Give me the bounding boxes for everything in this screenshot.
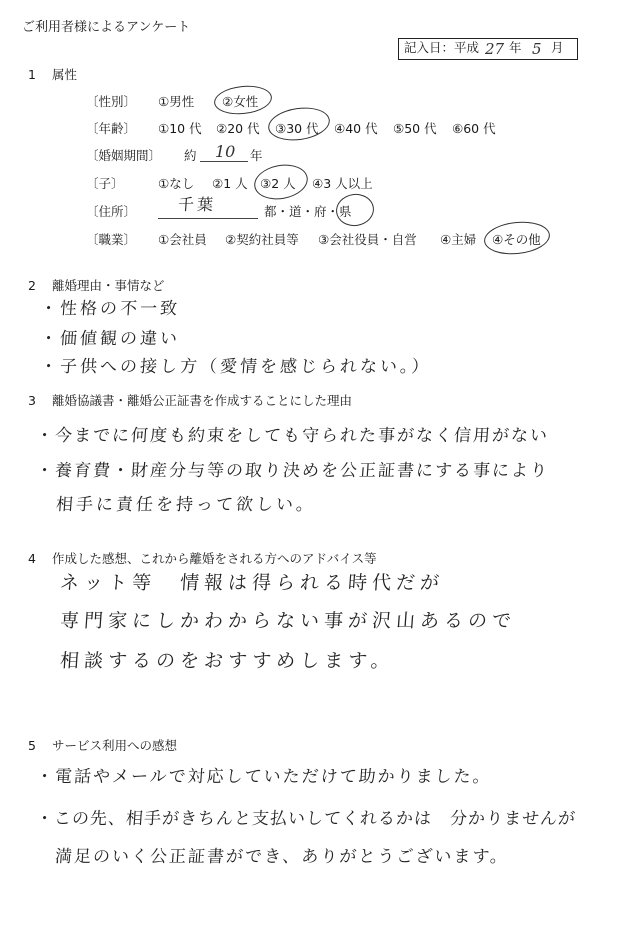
- age-option-50: ⑤50 代: [393, 121, 437, 136]
- children-option-none: ①なし: [158, 176, 195, 191]
- date-month-unit: 月: [551, 40, 564, 55]
- section5-line-3: 満足のいく公正証書ができ、ありがとうございます。: [35, 847, 510, 867]
- section5-heading: サービス利用への感想: [52, 738, 178, 753]
- age-option-40: ④40 代: [334, 121, 378, 136]
- address-suffix: 都・道・府・県: [264, 204, 352, 219]
- age-option-10: ①10 代: [158, 121, 202, 136]
- age-option-60: ⑥60 代: [452, 121, 496, 136]
- children-option-3plus: ④3 人以上: [312, 176, 373, 191]
- job-label: 〔職業〕: [86, 232, 137, 247]
- section3-number: 3: [28, 393, 36, 408]
- section3-line-3: 相手に責任を持って欲しい。: [35, 495, 317, 515]
- gender-option-female: ②女性: [222, 94, 259, 109]
- job-option-executive: ③会社役員・自営: [318, 232, 417, 247]
- section2-heading: 離婚理由・事情など: [52, 278, 165, 293]
- section3-line-2: ・養育費・財産分与等の取り決めを公正証書にする事により: [35, 461, 550, 481]
- section3-heading: 離婚協議書・離婚公正証書を作成することにした理由: [52, 393, 353, 408]
- age-option-20: ②20 代: [216, 121, 260, 136]
- age-label: 〔年齢〕: [86, 121, 137, 136]
- section4-heading: 作成した感想、これから離婚をされる方へのアドバイス等: [52, 551, 377, 566]
- section5-line-2: ・この先、相手がきちんと支払いしてくれるかは 分かりませんが: [35, 809, 577, 829]
- section4-number: 4: [28, 551, 36, 566]
- section5-number: 5: [28, 738, 36, 753]
- section1-heading: 属性: [52, 67, 78, 82]
- marriage-label: 〔婚姻期間〕: [86, 148, 162, 163]
- section4-line-2: 専門家にしかわからない事が沢山あるので: [59, 610, 517, 632]
- job-option-contract: ②契約社員等: [225, 232, 299, 247]
- gender-option-male: ①男性: [158, 94, 195, 109]
- section3-line-1: ・今までに何度も約束をしても守られた事がなく信用がない: [35, 426, 550, 446]
- section4-line-3: 相談するのをおすすめします。: [59, 650, 396, 672]
- page-title: ご利用者様によるアンケート: [22, 20, 191, 35]
- marriage-underline: [200, 161, 248, 162]
- date-box: [398, 38, 578, 60]
- children-option-1: ②1 人: [212, 176, 248, 191]
- section5-line-1: ・電話やメールで対応していただけて助かりました。: [35, 767, 493, 787]
- address-underline: [158, 218, 258, 219]
- section2-line-3: ・子供への接し方（愛情を感じられない。）: [39, 357, 433, 377]
- section2-number: 2: [28, 278, 36, 293]
- children-option-2: ③2 人: [260, 176, 296, 191]
- date-month: 5: [532, 40, 542, 58]
- address-prefecture-value: 千葉: [177, 195, 217, 214]
- marriage-unit: 年: [250, 148, 263, 163]
- marriage-prefix: 約: [184, 148, 197, 163]
- section2-line-1: ・性格の不一致: [39, 299, 181, 319]
- job-option-employee: ①会社員: [158, 232, 207, 247]
- date-prefix: 記入日：平成: [404, 40, 480, 55]
- gender-label: 〔性別〕: [86, 94, 137, 109]
- section2-line-2: ・価値観の違い: [39, 329, 181, 349]
- children-label: 〔子〕: [86, 176, 124, 191]
- date-year: 27: [485, 40, 505, 58]
- job-option-other: ④その他: [492, 232, 541, 247]
- age-option-30: ③30 代: [275, 121, 319, 136]
- job-option-housewife: ④主婦: [440, 232, 477, 247]
- date-year-unit: 年: [509, 40, 522, 55]
- address-label: 〔住所〕: [86, 204, 137, 219]
- section1-number: 1: [28, 67, 36, 82]
- marriage-years-value: 10: [215, 142, 236, 161]
- section4-line-1: ネット等 情報は得られる時代だが: [59, 572, 445, 594]
